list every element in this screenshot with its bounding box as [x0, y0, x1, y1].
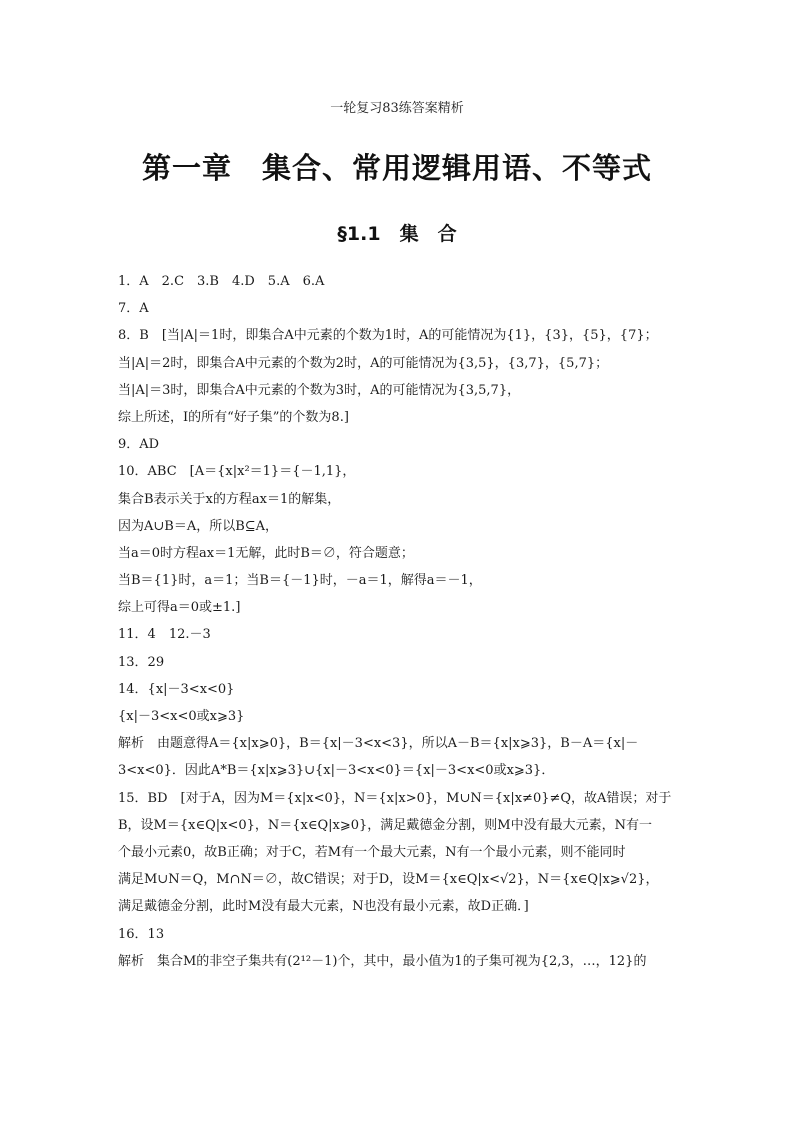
- text-line: 8．B [当|A|＝1时，即集合A中元素的个数为1时，A的可能情况为{1}，{3}，{5}，{7}；: [118, 328, 658, 344]
- text-line: 当|A|＝3时，即集合A中元素的个数为3时，A的可能情况为{3,5,7}，: [118, 382, 521, 398]
- text-line: 3<x<0}．因此A*B＝{x|x⩾3}∪{x|－3<x<0}＝{x|－3<x<0或x⩾3}．: [118, 763, 555, 779]
- text-line: {x|－3<x<0或x⩾3}: [118, 709, 245, 724]
- text-line: 综上所述，I的所有“好子集”的个数为8.]: [118, 409, 349, 425]
- text-line: 9．AD: [118, 437, 160, 453]
- text-line: 因为A∪B＝A，所以B⊆A，: [118, 518, 279, 534]
- running-header: 一轮复习83练答案精析: [330, 101, 464, 116]
- text-line: 个最小元素0，故B正确；对于C，若M有一个最大元素，N有一个最小元素，则不能同时: [118, 844, 626, 860]
- text-line: B，设M＝{x∈Q|x<0}，N＝{x∈Q|x⩾0}，满足戴德金分割，则M中没有最大元素，N有一: [118, 817, 652, 833]
- text-line: 当a＝0时方程ax＝1无解，此时B＝∅，符合题意；: [118, 545, 414, 561]
- text-line: 满足戴德金分割，此时M没有最大元素，N也没有最小元素，故D正确．]: [118, 899, 529, 915]
- text-line: 13．29: [118, 654, 165, 670]
- text-line: 解析 集合M的非空子集共有(2¹²－1)个，其中，最小值为1的子集可视为{2,3，…，12}的: [118, 953, 647, 969]
- answer-body: [118, 268, 683, 975]
- text-line: 7．A: [118, 301, 149, 317]
- text-line: 当B＝{1}时，a＝1；当B＝{－1}时，－a＝1，解得a＝－1，: [118, 573, 482, 589]
- text-line: 10．ABC [A＝{x|x²＝1}＝{－1,1}，: [118, 464, 356, 480]
- text-line: 14．{x|－3<x<0}: [118, 681, 235, 697]
- text-line: 集合B表示关于x的方程ax＝1的解集，: [118, 491, 341, 507]
- text-line: 当|A|＝2时，即集合A中元素的个数为2时，A的可能情况为{3,5}，{3,7}，{5,7}；: [118, 355, 609, 371]
- text-line: 11．4 12.－3: [118, 627, 211, 643]
- section-title: §1.1 集 合: [337, 223, 457, 245]
- text-line: 满足M∪N＝Q，M∩N＝∅，故C错误；对于D，设M＝{x∈Q|x<√2}，N＝{x∈Q|x⩾√2}，: [118, 872, 659, 888]
- text-line: 综上可得a＝0或±1.]: [118, 600, 241, 616]
- text-line: 解析 由题意得A＝{x|x⩾0}，B＝{x|－3<x<3}，所以A－B＝{x|x⩾3}，B－A＝{x|－: [118, 736, 639, 752]
- text-line: 15．BD [对于A，因为M＝{x|x<0}，N＝{x|x>0}，M∪N＝{x|x≠0}≠Q，故A错误；对于: [118, 790, 672, 806]
- text-line: 16．13: [118, 926, 165, 942]
- chapter-title: 第一章 集合、常用逻辑用语、不等式: [141, 151, 652, 185]
- text-line: 1．A 2.C 3.B 4.D 5.A 6.A: [118, 274, 325, 289]
